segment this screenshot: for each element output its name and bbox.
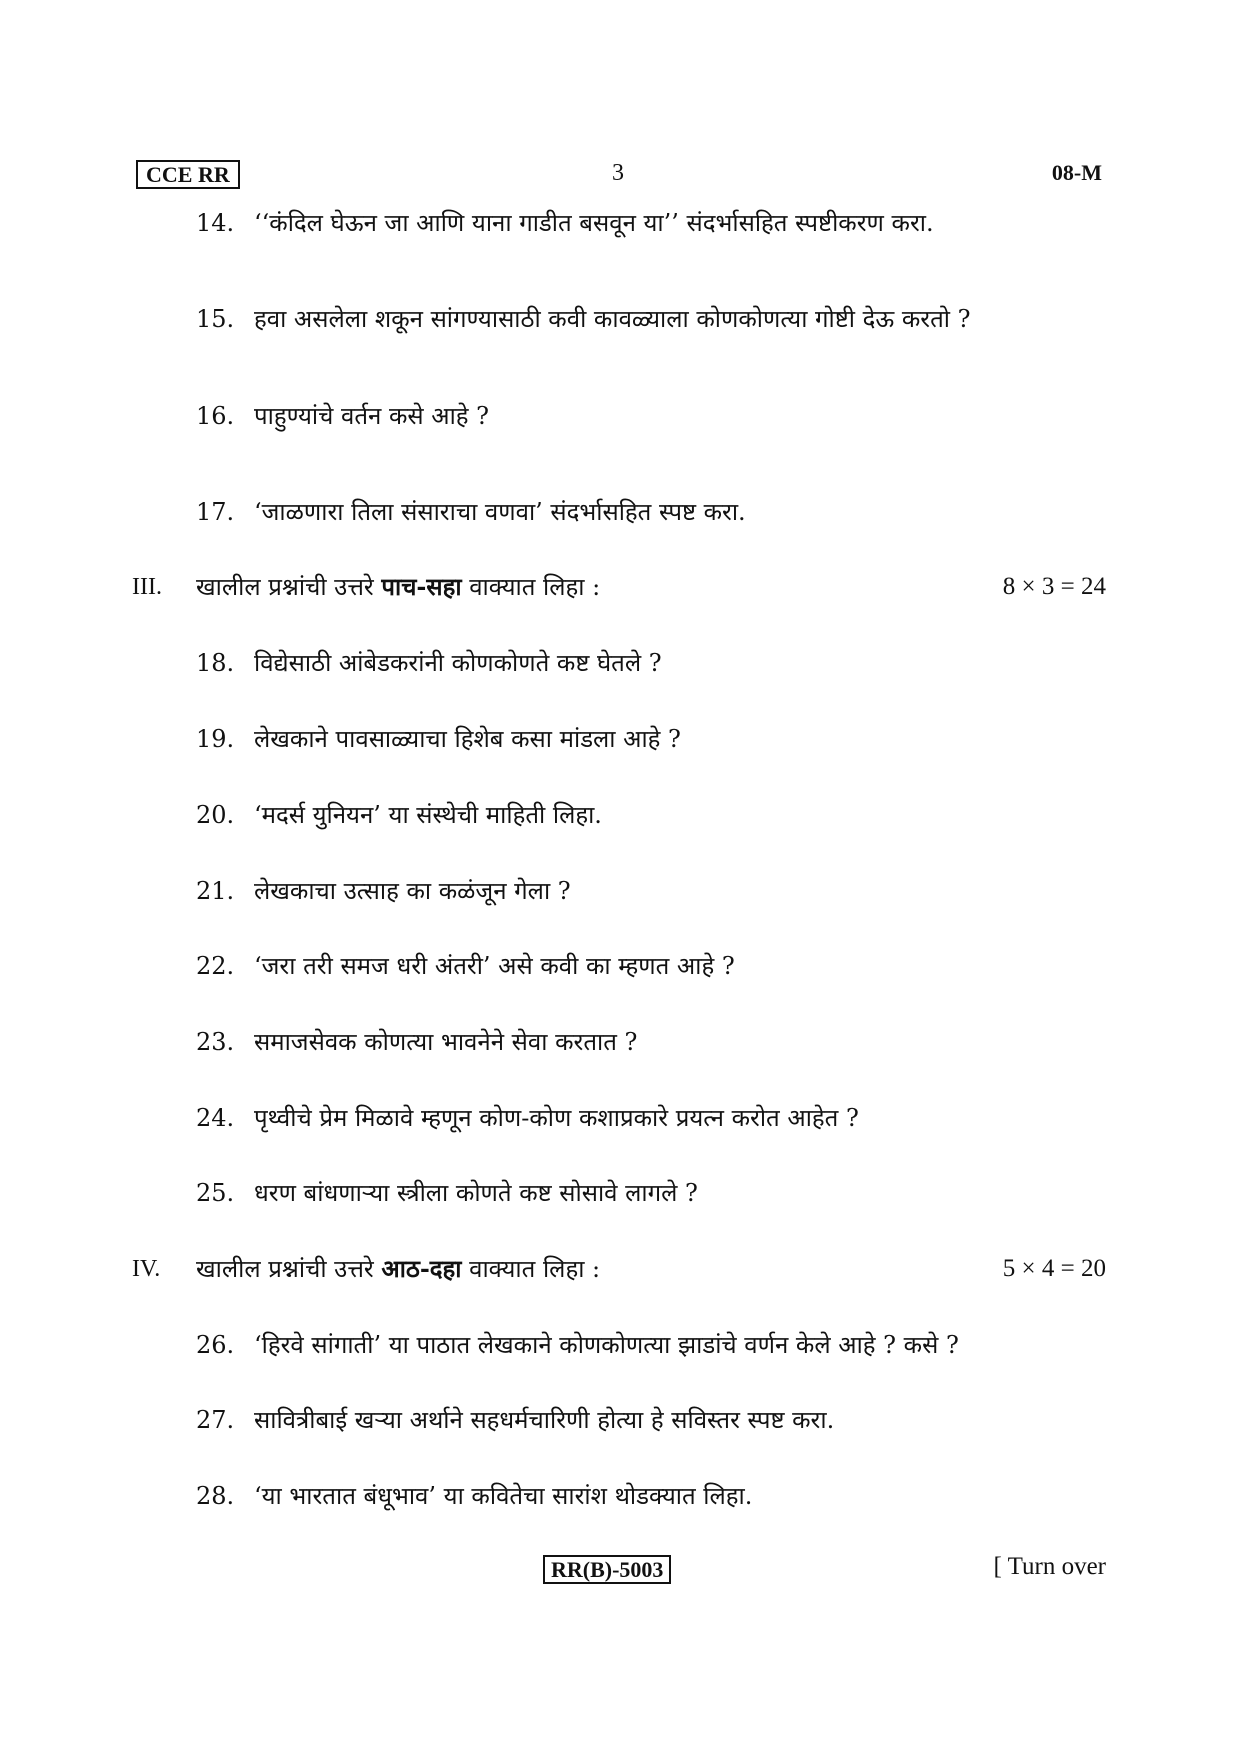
- instruction-emphasis: पाच-सहा: [381, 572, 462, 601]
- question-number: 24.: [196, 1104, 235, 1132]
- question-text: ‘जाळणारा तिला संसाराचा वणवा’ संदर्भासहित स्पष्ट करा.: [254, 498, 746, 526]
- question-number: 22.: [196, 952, 235, 980]
- question-number: 27.: [196, 1406, 235, 1434]
- page-number: 3: [612, 160, 624, 186]
- question-number: 25.: [196, 1179, 235, 1207]
- question-text: ‘‘कंदिल घेऊन जा आणि याना गाडीत बसवून या’’ संदर्भासहित स्पष्टीकरण करा.: [254, 209, 934, 237]
- question-text: सावित्रीबाई खऱ्या अर्थाने सहधर्मचारिणी होत्या हे सविस्तर स्पष्ट करा.: [254, 1406, 835, 1434]
- question-item: [196, 497, 746, 527]
- question-number: 19.: [196, 725, 235, 753]
- question-text: पृथ्वीचे प्रेम मिळावे म्हणून कोण-कोण कशाप्रकारे प्रयत्न करोत आहेत ?: [254, 1104, 859, 1132]
- question-item: [196, 1405, 834, 1435]
- question-text: ‘या भारतात बंधूभाव’ या कवितेचा सारांश थोडक्यात लिहा.: [254, 1482, 753, 1510]
- question-text: ‘मदर्स युनियन’ या संस्थेची माहिती लिहा.: [254, 801, 602, 829]
- question-item: [196, 800, 602, 830]
- question-text: समाजसेवक कोणत्या भावनेने सेवा करतात ?: [254, 1028, 638, 1056]
- instruction-text: खालील प्रश्नांची उत्तरे: [196, 573, 382, 601]
- question-text: लेखकाचा उत्साह का कळंजून गेला ?: [254, 877, 571, 905]
- question-item: [196, 1330, 959, 1360]
- section-4-marks: 5 × 4 = 20: [1002, 1255, 1106, 1282]
- question-text: ‘हिरवे सांगाती’ या पाठात लेखकाने कोणकोणत्या झाडांचे वर्णन केले आहे ? कसे ?: [254, 1331, 959, 1359]
- question-text: हवा असलेला शकून सांगण्यासाठी कवी कावळ्याला कोणकोणत्या गोष्टी देऊ करतो ?: [254, 305, 971, 333]
- question-item: [196, 724, 681, 754]
- question-number: 21.: [196, 877, 235, 905]
- section-3-instruction: [196, 572, 600, 602]
- section-3-marks: 8 × 3 = 24: [1002, 573, 1106, 600]
- instruction-text: खालील प्रश्नांची उत्तरे: [196, 1255, 382, 1283]
- question-number: 20.: [196, 801, 235, 829]
- question-number: 15.: [196, 305, 235, 333]
- question-item: [196, 1103, 859, 1133]
- question-number: 14.: [196, 209, 235, 237]
- question-item: [196, 208, 934, 238]
- question-item: [196, 1027, 637, 1057]
- instruction-emphasis: आठ-दहा: [381, 1254, 462, 1283]
- question-item: [196, 401, 489, 431]
- question-number: 17.: [196, 498, 235, 526]
- instruction-text: वाक्यात लिहा :: [461, 573, 601, 601]
- question-item: [196, 304, 971, 334]
- question-text: धरण बांधणाऱ्या स्त्रीला कोणते कष्ट सोसावे लागले ?: [254, 1179, 698, 1207]
- question-item: [196, 1178, 698, 1208]
- section-4-instruction: [196, 1254, 600, 1284]
- header-code-box: CCE RR: [136, 160, 240, 189]
- question-item: [196, 876, 571, 906]
- question-number: 28.: [196, 1482, 235, 1510]
- question-number: 16.: [196, 402, 235, 430]
- turn-over-note: [ Turn over: [993, 1553, 1106, 1580]
- section-3-number: III.: [132, 574, 162, 600]
- footer-code-box: RR(B)-5003: [543, 1555, 671, 1584]
- question-item: [196, 648, 662, 678]
- paper-code: 08-M: [1051, 160, 1102, 185]
- section-4-number: IV.: [132, 1256, 161, 1282]
- question-text: पाहुण्यांचे वर्तन कसे आहे ?: [254, 402, 490, 430]
- question-item: [196, 951, 735, 981]
- question-text: लेखकाने पावसाळ्याचा हिशेब कसा मांडला आहे ?: [254, 725, 681, 753]
- question-text: विद्येसाठी आंबेडकरांनी कोणकोणते कष्ट घेतले ?: [254, 649, 662, 677]
- instruction-text: वाक्यात लिहा :: [461, 1255, 601, 1283]
- question-number: 18.: [196, 649, 235, 677]
- question-text: ‘जरा तरी समज धरी अंतरी’ असे कवी का म्हणत आहे ?: [254, 952, 735, 980]
- question-number: 23.: [196, 1028, 235, 1056]
- question-number: 26.: [196, 1331, 235, 1359]
- question-item: [196, 1481, 752, 1511]
